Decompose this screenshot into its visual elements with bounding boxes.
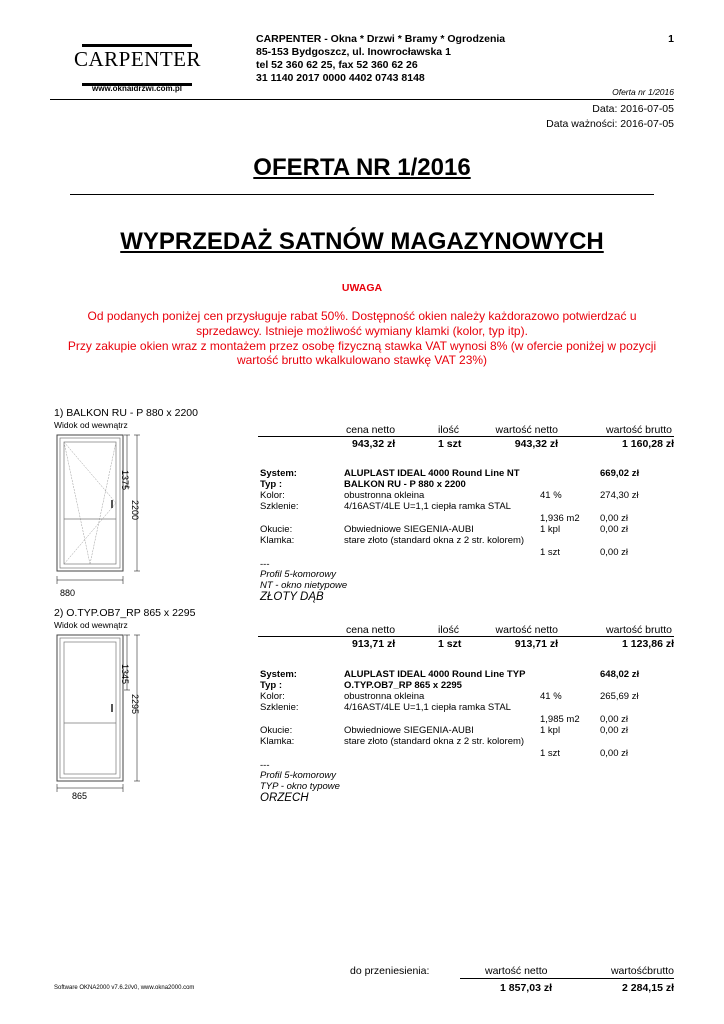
spec-color: obustronna okleina bbox=[344, 691, 425, 702]
spec-fitting-qty: 1 kpl bbox=[540, 725, 561, 736]
software-credit: Software OKNA2000 v7.6.2//v0, www.okna2000.com bbox=[54, 985, 195, 991]
col-net-value: wartość netto bbox=[495, 424, 558, 436]
offer-date: Data: 2016-07-05 bbox=[592, 103, 674, 115]
offer-subtitle: WYPRZEDAŻ SATNÓW MAGAZYNOWYCH bbox=[120, 228, 604, 255]
spec-label: Klamka: bbox=[260, 736, 295, 747]
spec-glass: 4/16AST/4LE U=1,1 ciepła ramka STAL bbox=[344, 501, 511, 512]
separator: --- bbox=[260, 760, 270, 771]
spec-type: O.TYP.OB7_RP 865 x 2295 bbox=[344, 680, 462, 691]
spec-label: Szklenie: bbox=[260, 501, 299, 512]
net-price: 913,71 zł bbox=[352, 638, 396, 650]
header-divider bbox=[50, 99, 674, 100]
spec-type: BALKON RU - P 880 x 2200 bbox=[344, 479, 466, 490]
spec-color-pct: 41 % bbox=[540, 691, 562, 702]
note-type: NT - okno nietypowe bbox=[260, 580, 348, 591]
spec-label: Okucie: bbox=[260, 524, 293, 535]
offer-reference: Oferta nr 1/2016 bbox=[612, 87, 674, 97]
spec-system: ALUPLAST IDEAL 4000 Round Line TYP bbox=[344, 669, 526, 680]
title-divider bbox=[70, 194, 654, 195]
spec-handle-price: 0,00 zł bbox=[600, 547, 628, 558]
dim-height: 2200 bbox=[130, 500, 140, 521]
spec-glass-price: 0,00 zł bbox=[600, 513, 628, 524]
col-gross-value: wartość brutto bbox=[606, 424, 672, 436]
spec-label: Szklenie: bbox=[260, 702, 299, 713]
row-divider bbox=[258, 636, 674, 637]
spec-handle-qty: 1 szt bbox=[540, 547, 561, 558]
spec-color: obustronna okleina bbox=[344, 490, 425, 501]
spec-glass-price: 0,00 zł bbox=[600, 714, 628, 725]
company-name: CARPENTER - Okna * Drzwi * Bramy * Ogrodzenia bbox=[256, 33, 506, 45]
col-net-value: wartość netto bbox=[495, 624, 558, 636]
spec-label: Klamka: bbox=[260, 535, 295, 546]
finish-name: ZŁOTY DĄB bbox=[260, 591, 324, 603]
spec-system-price: 648,02 zł bbox=[600, 669, 640, 680]
offer-validity: Data ważności: 2016-07-05 bbox=[546, 118, 674, 130]
spec-handle-price: 0,00 zł bbox=[600, 748, 628, 759]
company-phone: tel 52 360 62 25, fax 52 360 62 26 bbox=[256, 59, 418, 71]
net-price: 943,32 zł bbox=[352, 438, 396, 450]
spec-label: Typ : bbox=[260, 680, 282, 691]
footer-gross-label: wartośćbrutto bbox=[610, 965, 674, 977]
notice-heading: UWAGA bbox=[341, 282, 383, 294]
dim-width: 865 bbox=[72, 791, 88, 801]
spec-fitting-price: 0,00 zł bbox=[600, 524, 628, 535]
note-profile: Profil 5-komorowy bbox=[260, 770, 337, 781]
item-heading: 2) O.TYP.OB7_RP 865 x 2295 bbox=[54, 607, 196, 619]
page-number: 1 bbox=[668, 33, 674, 45]
carry-label: do przeniesienia: bbox=[350, 965, 430, 977]
col-net-price: cena netto bbox=[346, 424, 396, 436]
spec-glass-qty: 1,936 m2 bbox=[540, 513, 580, 524]
footer-divider bbox=[460, 978, 674, 979]
col-qty: ilość bbox=[438, 424, 460, 436]
spec-system-price: 669,02 zł bbox=[600, 468, 640, 479]
window-drawing bbox=[50, 630, 150, 802]
spec-label: Kolor: bbox=[260, 691, 285, 702]
spec-fitting-qty: 1 kpl bbox=[540, 524, 561, 535]
qty: 1 szt bbox=[438, 638, 462, 650]
company-logo bbox=[74, 38, 200, 94]
dim-width: 880 bbox=[60, 588, 76, 598]
spec-fitting: Obwiedniowe SIEGENIA-AUBI bbox=[344, 524, 474, 535]
gross-value: 1 160,28 zł bbox=[622, 438, 674, 450]
dim-inner: 1345 bbox=[120, 664, 130, 685]
row-divider bbox=[258, 436, 674, 437]
notice-line-2: sprzedawcy. Istnieje możliwość wymiany klamki (kolor, typ itp). bbox=[196, 324, 528, 338]
logo-url: www.oknaidrzwi.com.pl bbox=[92, 84, 182, 93]
col-qty: ilość bbox=[438, 624, 460, 636]
separator: --- bbox=[260, 559, 270, 570]
spec-fitting-price: 0,00 zł bbox=[600, 725, 628, 736]
spec-color-price: 274,30 zł bbox=[600, 490, 639, 501]
finish-name: ORZECH bbox=[260, 792, 309, 804]
footer-net-total: 1 857,03 zł bbox=[500, 982, 552, 994]
notice-line-3: Przy zakupie okien wraz z montażem przez osobę fizyczną stawka VAT wynosi 8% (w ofercie poniżej w pozycji bbox=[67, 339, 657, 353]
logo-wordmark: CARPENTER bbox=[74, 47, 202, 71]
spec-handle-qty: 1 szt bbox=[540, 748, 561, 759]
spec-label: System: bbox=[260, 669, 297, 680]
col-net-price: cena netto bbox=[346, 624, 396, 636]
qty: 1 szt bbox=[438, 438, 462, 450]
footer-gross-total: 2 284,15 zł bbox=[622, 982, 674, 994]
spec-glass: 4/16AST/4LE U=1,1 ciepła ramka STAL bbox=[344, 702, 511, 713]
spec-label: Kolor: bbox=[260, 490, 285, 501]
item-heading: 1) BALKON RU - P 880 x 2200 bbox=[54, 407, 198, 419]
net-value: 943,32 zł bbox=[514, 438, 558, 450]
spec-glass-qty: 1,985 m2 bbox=[540, 714, 580, 725]
view-label: Widok od wewnątrz bbox=[54, 620, 128, 630]
window-drawing bbox=[50, 430, 150, 602]
note-type: TYP - okno typowe bbox=[260, 781, 340, 792]
offer-title: OFERTA NR 1/2016 bbox=[253, 154, 471, 181]
spec-handle: stare złoto (standard okna z 2 str. kolorem) bbox=[344, 535, 525, 546]
bank-account: 31 1140 2017 0000 4402 0743 8148 bbox=[256, 72, 425, 84]
spec-label: System: bbox=[260, 468, 297, 479]
net-value: 913,71 zł bbox=[514, 638, 558, 650]
notice-line-4: wartość brutto wkalkulowano stawkę VAT 23%) bbox=[236, 353, 488, 367]
notice-line-1: Od podanych poniżej cen przysługuje rabat 50%. Dostępność okien należy każdorazowo potwierdzać u bbox=[87, 309, 637, 323]
note-profile: Profil 5-komorowy bbox=[260, 569, 337, 580]
company-address: 85-153 Bydgoszcz, ul. Inowrocławska 1 bbox=[256, 46, 451, 58]
spec-handle: stare złoto (standard okna z 2 str. kolorem) bbox=[344, 736, 525, 747]
dim-inner: 1375 bbox=[120, 470, 130, 491]
spec-label: Typ : bbox=[260, 479, 282, 490]
col-gross-value: wartość brutto bbox=[606, 624, 672, 636]
view-label: Widok od wewnątrz bbox=[54, 420, 128, 430]
dim-height: 2295 bbox=[130, 694, 140, 715]
footer-net-label: wartość netto bbox=[485, 965, 548, 977]
spec-color-pct: 41 % bbox=[540, 490, 562, 501]
spec-color-price: 265,69 zł bbox=[600, 691, 639, 702]
gross-value: 1 123,86 zł bbox=[622, 638, 674, 650]
spec-system: ALUPLAST IDEAL 4000 Round Line NT bbox=[344, 468, 520, 479]
spec-fitting: Obwiedniowe SIEGENIA-AUBI bbox=[344, 725, 474, 736]
spec-label: Okucie: bbox=[260, 725, 293, 736]
